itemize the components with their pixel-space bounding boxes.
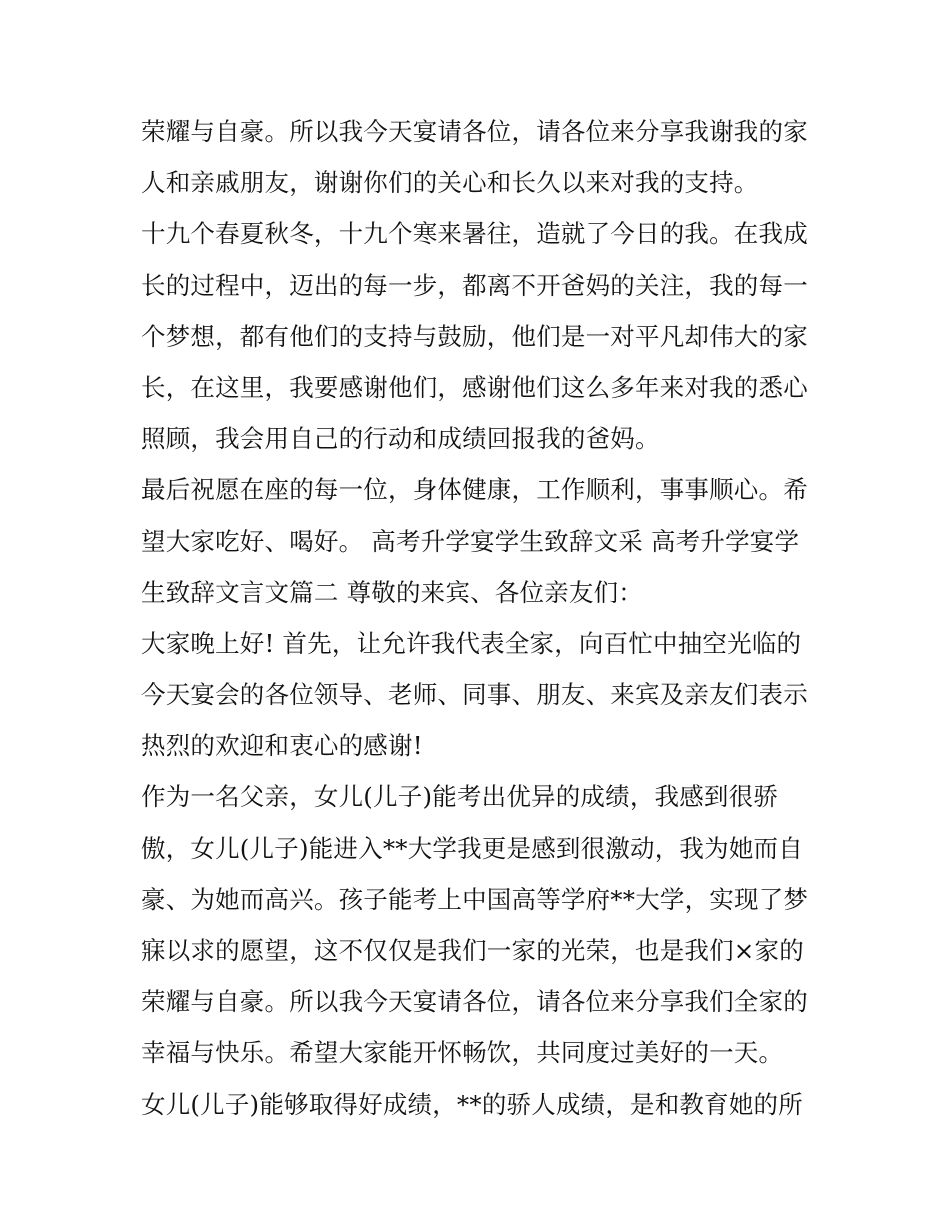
text-line: 幸福与快乐。希望大家能开怀畅饮，共同度过美好的一天。 bbox=[141, 1038, 784, 1068]
text-line: 今天宴会的各位领导、老师、同事、朋友、来宾及亲友们表示 bbox=[141, 680, 808, 710]
document-body bbox=[141, 106, 821, 1130]
text-line: 荣耀与自豪。所以我今天宴请各位，请各位来分享我们全家的 bbox=[141, 987, 808, 1017]
text-line: 人和亲戚朋友，谢谢你们的关心和长久以来对我的支持。 bbox=[141, 168, 759, 198]
text-line: 照顾，我会用自己的行动和成绩回报我的爸妈。 bbox=[141, 424, 660, 454]
text-line: 荣耀与自豪。所以我今天宴请各位，请各位来分享我谢我的家 bbox=[141, 117, 808, 146]
text-line: 生致辞文言文篇二 尊敬的来宾、各位亲友们： bbox=[141, 577, 643, 607]
text-line: 望大家吃好、喝好。 高考升学宴学生致辞文采 高考升学宴学 bbox=[141, 526, 800, 556]
text-line: 作为一名父亲，女儿(儿子)能考出优异的成绩，我感到很骄 bbox=[141, 782, 779, 812]
text-line: 长的过程中，迈出的每一步，都离不开爸妈的关注，我的每一 bbox=[141, 270, 808, 300]
text-line: 傲，女儿(儿子)能进入**大学我更是感到很激动，我为她而自 bbox=[141, 833, 803, 863]
text-line: 女儿(儿子)能够取得好成绩，**的骄人成绩，是和教育她的所 bbox=[141, 1089, 803, 1119]
text-line: 长，在这里，我要感谢他们，感谢他们这么多年来对我的悉心 bbox=[141, 372, 808, 402]
text-line: 寐以求的愿望，这不仅仅是我们一家的光荣，也是我们×家的 bbox=[141, 936, 804, 965]
text-line: 豪、为她而高兴。孩子能考上中国高等学府**大学，实现了梦 bbox=[141, 884, 809, 914]
text-line: 热烈的欢迎和衷心的感谢! bbox=[141, 731, 423, 761]
text-line: 个梦想，都有他们的支持与鼓励，他们是一对平凡却伟大的家 bbox=[141, 321, 808, 351]
text-line: 十九个春夏秋冬，十九个寒来暑往，造就了今日的我。在我成 bbox=[141, 219, 808, 249]
text-line: 大家晚上好! 首先，让允许我代表全家，向百忙中抽空光临的 bbox=[141, 628, 802, 658]
text-line: 最后祝愿在座的每一位，身体健康，工作顺利，事事顺心。希 bbox=[141, 475, 808, 505]
